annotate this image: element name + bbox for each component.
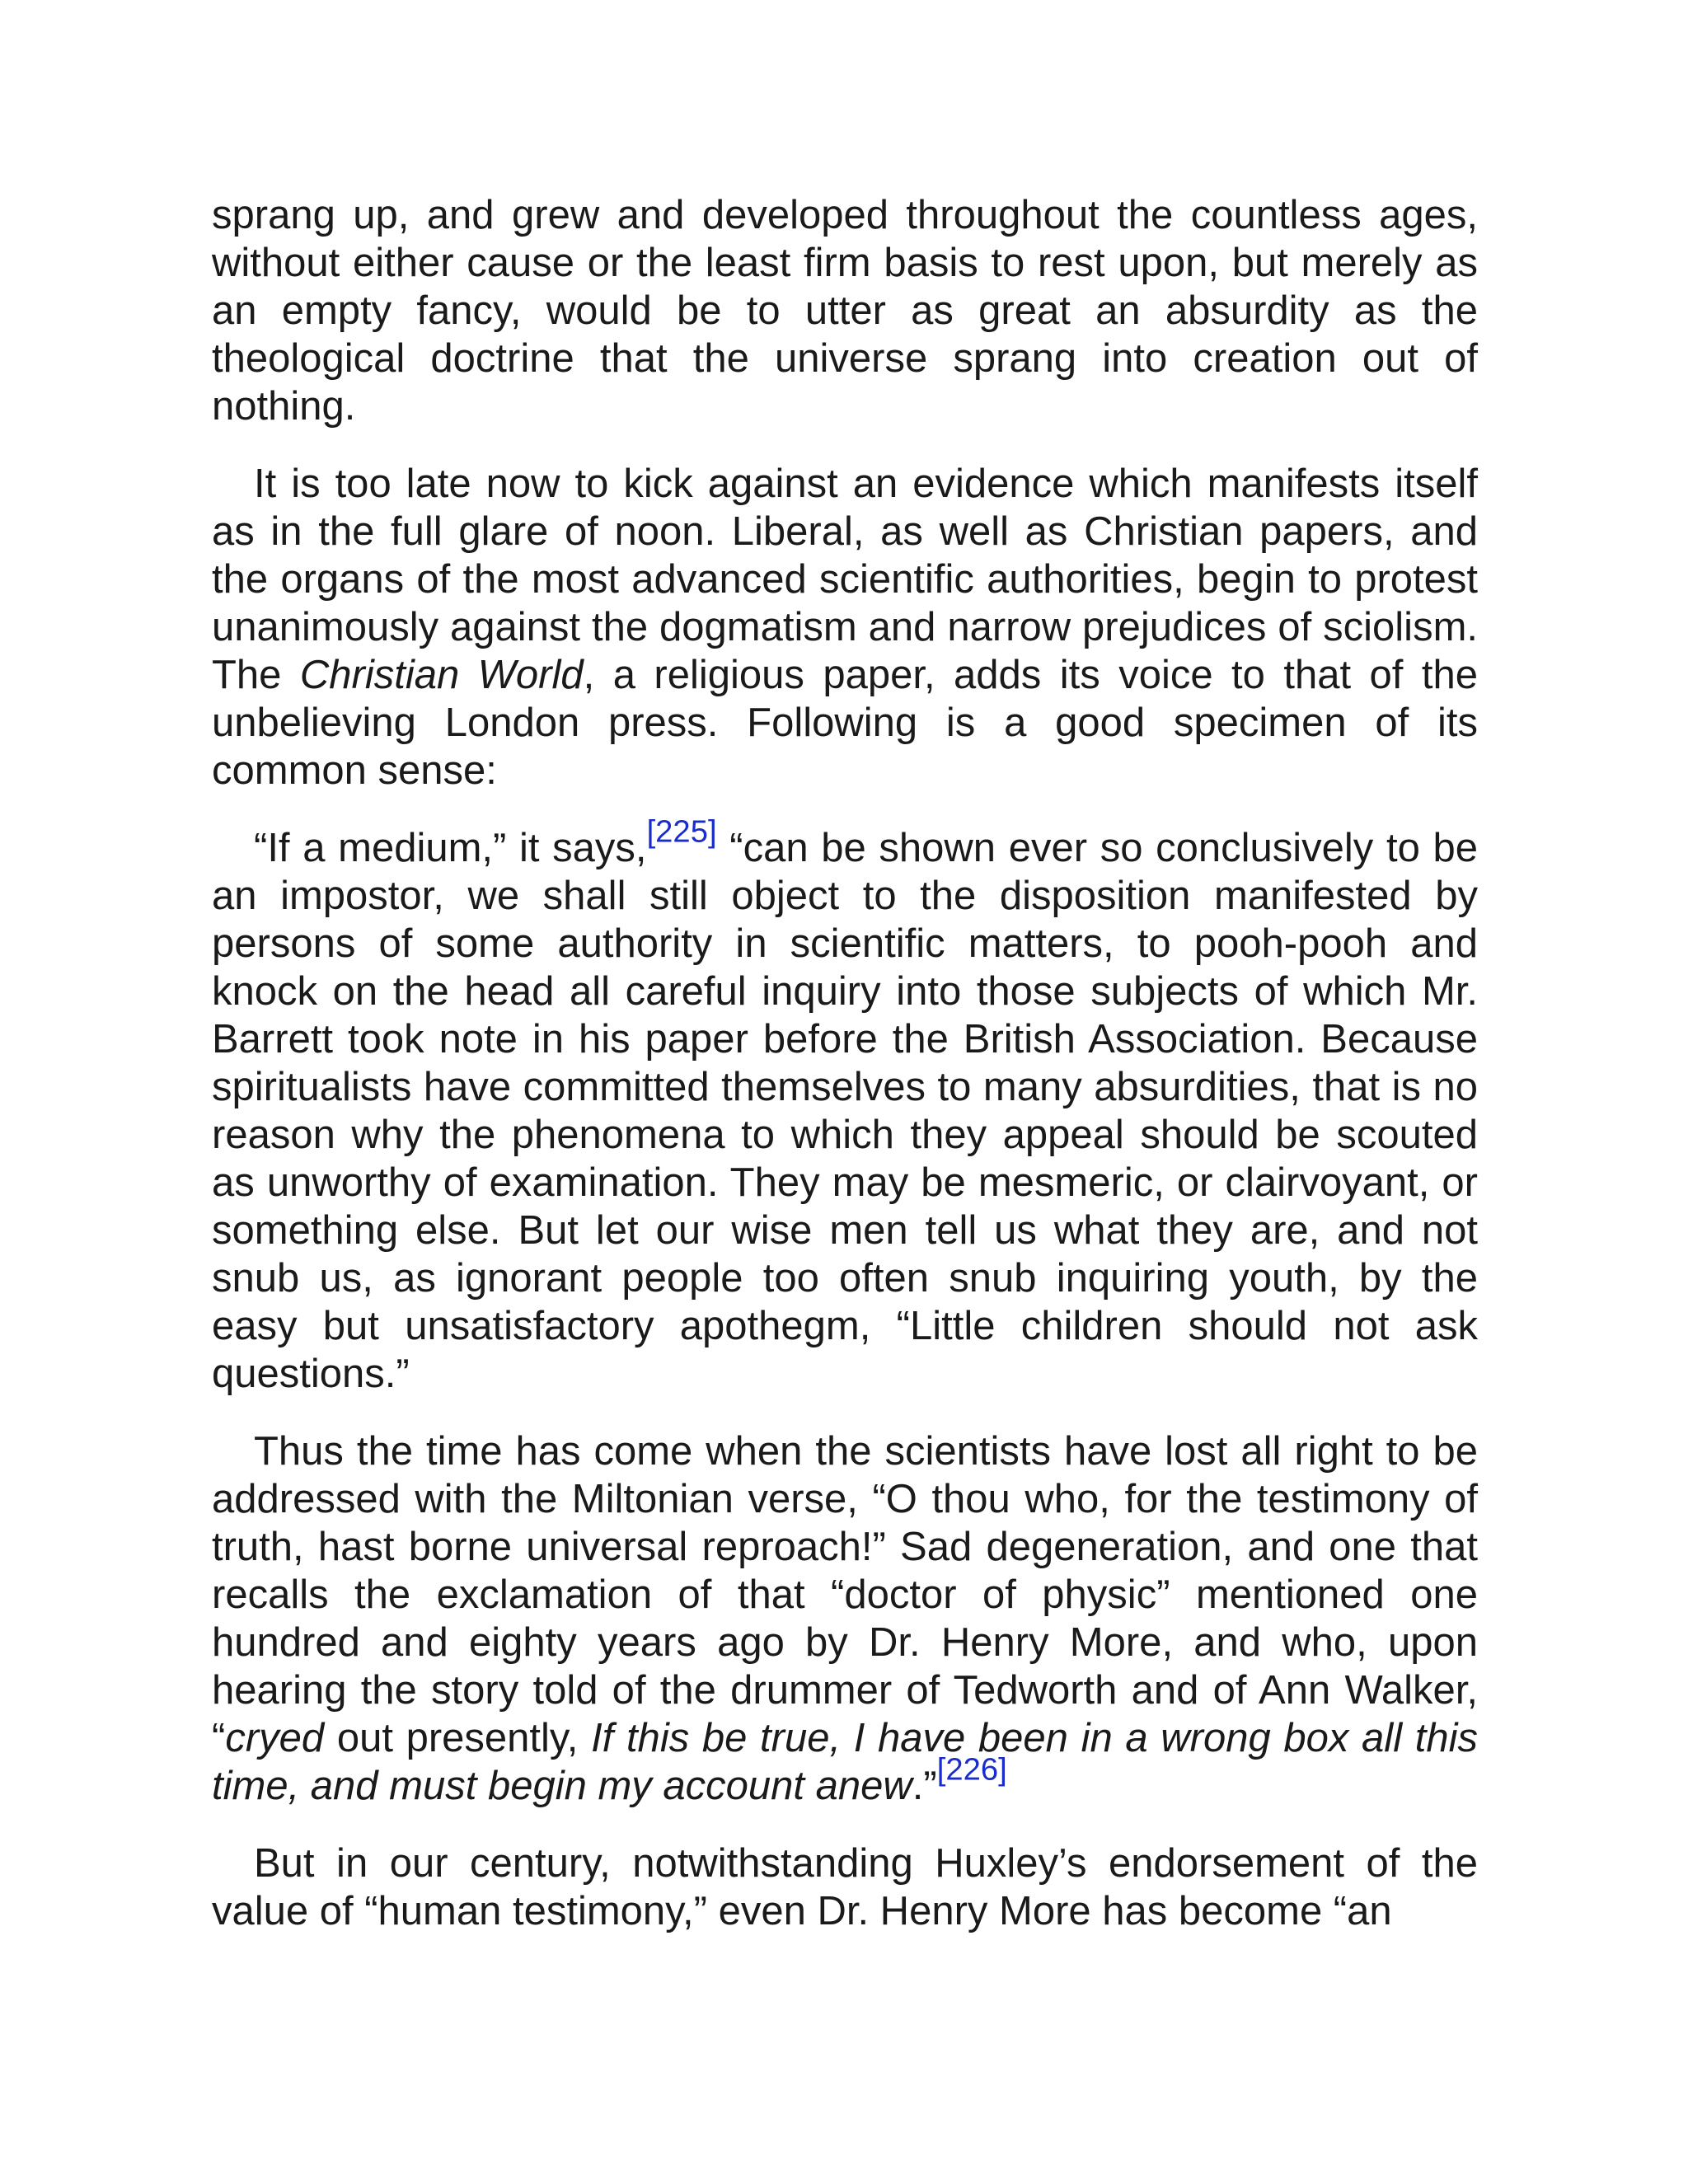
paragraph-5-text: But in our century, notwithstanding Huxley’s endorsement of the value of “human testimony,” even Dr. Henry More has become “an (212, 1841, 1478, 1933)
italic-word-cryed: cryed (225, 1716, 325, 1760)
paragraph-4-text-b: out presently, (324, 1716, 592, 1760)
paragraph-3-quotation (212, 813, 1479, 1398)
paragraph-4-text-c: .” (912, 1764, 937, 1808)
paragraph-1-text: sprang up, and grew and developed throughout the countless ages, without either cause or the least firm basis to rest upon, but merely as an empty fancy, would be to utter as great an absurdity as the theological doctrine that the universe sprang into creation out of nothing. (212, 193, 1478, 429)
paragraph-2-text-b: , a religious paper, adds its voice to that of the unbelieving London press. Following is a good specimen of its common sense: (212, 653, 1478, 793)
publication-title-christian-world: Christian World (299, 653, 584, 697)
paragraph-2-text-a: It is too late now to kick against an evidence which manifests itself as in the full glare of noon. Liberal, as well as Christian papers, and the organs of the most advanced scientific authorities, begin to protest unanimously against the dogmatism and narrow prejudices of sciolism. The (212, 462, 1478, 697)
paragraph-3-text-b: “can be shown ever so conclusively to be an impostor, we shall still object to the disposition manifested by persons of some authority in scientific matters, to pooh-pooh and knock on the head all careful inquiry into those subjects of which Mr. Barrett took note in his paper before the British Association. Because spiritualists have committed themselves to many absurdities, that is no reason why the phenomena to which they appeal should be scouted as unworthy of examination. They may be mesmeric, or clairvoyant, or something else. But let our wise men tell us what they are, and not snub us, as ignorant people too often snub inquiring youth, by the easy but unsatisfactory apothegm, “Little children should not ask questions.” (212, 826, 1479, 1396)
paragraph-1 (212, 191, 1478, 430)
footnote-link-225[interactable]: [225] (646, 813, 717, 850)
paragraph-4-text-a: Thus the time has come when the scientists have lost all right to be addressed with the Miltonian verse, “O thou who, for the testimony of truth, hast borne universal reproach!” Sad degeneration, and one that recalls the exclamation of that “doctor of physic” mentioned one hundred and eighty years ago by Dr. Henry More, and who, upon hearing the story told of the drummer of Tedworth and of Ann Walker, “ (212, 1429, 1478, 1760)
footnote-link-226[interactable]: [226] (936, 1751, 1007, 1788)
paragraph-5 (212, 1840, 1478, 1935)
paragraph-4 (212, 1427, 1478, 1810)
paragraph-2 (212, 460, 1478, 794)
italic-quotation-wrong-box: If this be true, I have been in a wrong box all this time, and must begin my account anew (212, 1716, 1478, 1808)
paragraph-3-text-a: “If a medium,” it says, (254, 826, 647, 870)
document-page (212, 191, 1478, 1935)
